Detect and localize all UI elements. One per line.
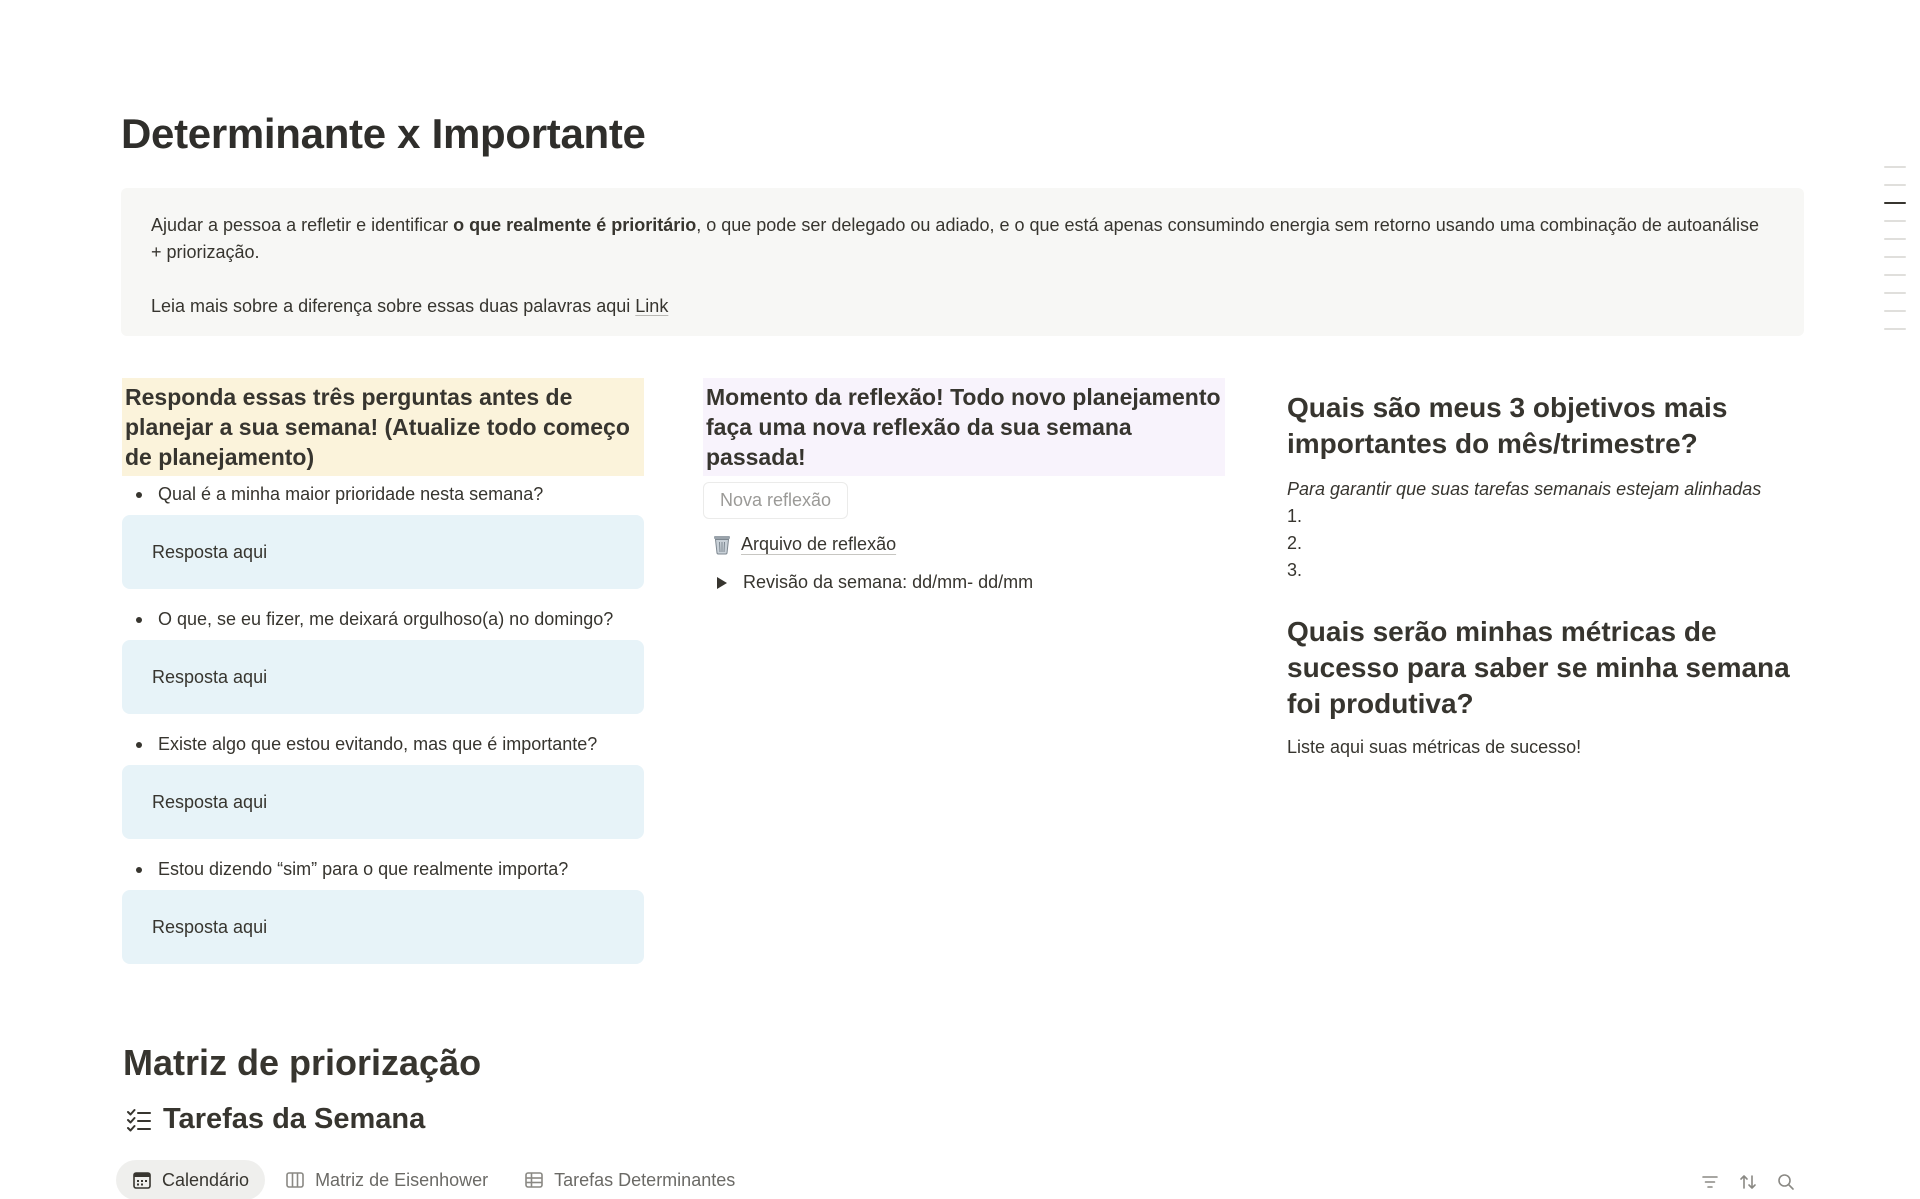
callout-link[interactable]: Link xyxy=(635,296,669,316)
database-title[interactable] xyxy=(125,1103,425,1136)
callout-read-more: Leia mais sobre a diferença sobre essas duas palavras aqui Link xyxy=(151,296,669,316)
page-title: Determinante x Importante xyxy=(121,110,646,157)
intro-callout xyxy=(121,188,1804,336)
toc-line-active[interactable] xyxy=(1884,202,1906,204)
metrics-heading: Quais serão minhas métricas de sucesso para saber se minha semana foi produtiva? xyxy=(1287,616,1790,719)
answer-box[interactable]: Resposta aqui xyxy=(122,890,644,964)
calendar-icon xyxy=(132,1170,152,1190)
goals-heading: Quais são meus 3 objetivos mais importantes do mês/trimestre? xyxy=(1287,392,1728,459)
trash-icon xyxy=(709,531,735,557)
table-icon xyxy=(524,1170,544,1190)
toggle-triangle-icon[interactable] xyxy=(717,577,727,589)
answer-box[interactable]: Resposta aqui xyxy=(122,640,644,714)
week-review-toggle[interactable] xyxy=(703,572,1225,593)
database-title-label[interactable]: Tarefas da Semana xyxy=(163,1103,426,1135)
answer-box[interactable]: Resposta aqui xyxy=(122,515,644,589)
archive-page-link[interactable] xyxy=(703,531,1225,557)
toc-line[interactable] xyxy=(1884,220,1906,222)
reflection-heading: Momento da reflexão! Todo novo planejamento faça uma nova reflexão da sua semana passada! xyxy=(703,378,1225,476)
callout-bold-text: o que realmente é prioritário xyxy=(453,215,697,235)
goals-subtitle: Para garantir que suas tarefas semanais estejam alinhadas xyxy=(1287,479,1762,499)
search-icon[interactable] xyxy=(1776,1172,1796,1192)
board-icon xyxy=(285,1170,305,1190)
questions-column xyxy=(122,378,644,976)
toggle-label: Revisão da semana: dd/mm- dd/mm xyxy=(743,572,1034,592)
question-item: Estou dizendo “sim” para o que realmente importa? xyxy=(122,851,644,887)
sort-icon[interactable] xyxy=(1738,1172,1758,1192)
toc-line[interactable] xyxy=(1884,292,1906,294)
goal-item[interactable]: 1. xyxy=(1287,506,1303,526)
toc-line[interactable] xyxy=(1884,328,1906,330)
goal-item[interactable]: 2. xyxy=(1287,533,1303,553)
toc-line[interactable] xyxy=(1884,256,1906,258)
question-item: O que, se eu fizer, me deixará orgulhoso(a) no domingo? xyxy=(122,601,644,637)
filter-icon[interactable] xyxy=(1700,1172,1720,1192)
matrix-section-title: Matriz de priorização xyxy=(123,1042,482,1083)
question-item: Qual é a minha maior prioridade nesta semana? xyxy=(122,476,644,512)
reflection-column xyxy=(703,378,1225,593)
tab-matriz-eisenhower[interactable]: Matriz de Eisenhower xyxy=(269,1160,504,1199)
question-item: Existe algo que estou evitando, mas que é importante? xyxy=(122,726,644,762)
tab-tarefas-determinantes[interactable]: Tarefas Determinantes xyxy=(508,1160,751,1199)
questions-heading: Responda essas três perguntas antes de planejar a sua semana! (Atualize todo começo de planejamento) xyxy=(122,378,644,476)
toc-line[interactable] xyxy=(1884,238,1906,240)
goals-column xyxy=(1287,390,1807,761)
new-reflection-button[interactable]: Nova reflexão xyxy=(703,482,848,519)
tab-calendario[interactable]: Calendário xyxy=(116,1160,265,1199)
toc-line[interactable] xyxy=(1884,310,1906,312)
checklist-icon xyxy=(125,1106,153,1134)
metrics-text: Liste aqui suas métricas de sucesso! xyxy=(1287,737,1582,757)
toc-line[interactable] xyxy=(1884,166,1906,168)
goal-item[interactable]: 3. xyxy=(1287,560,1303,580)
view-tabs xyxy=(116,1160,755,1199)
answer-box[interactable]: Resposta aqui xyxy=(122,765,644,839)
table-of-contents-minimap[interactable] xyxy=(1884,166,1906,346)
callout-text: Ajudar a pessoa a refletir e identificar o que realmente é prioritário, o que pode ser delegado ou adiado, e o que está apenas consumindo energia sem retorno usando uma combinação de autoanálise + priorização. xyxy=(151,215,1759,262)
toc-line[interactable] xyxy=(1884,184,1906,186)
archive-link-label[interactable]: Arquivo de reflexão xyxy=(741,533,897,554)
toc-line[interactable] xyxy=(1884,274,1906,276)
view-toolbar xyxy=(1700,1172,1796,1192)
